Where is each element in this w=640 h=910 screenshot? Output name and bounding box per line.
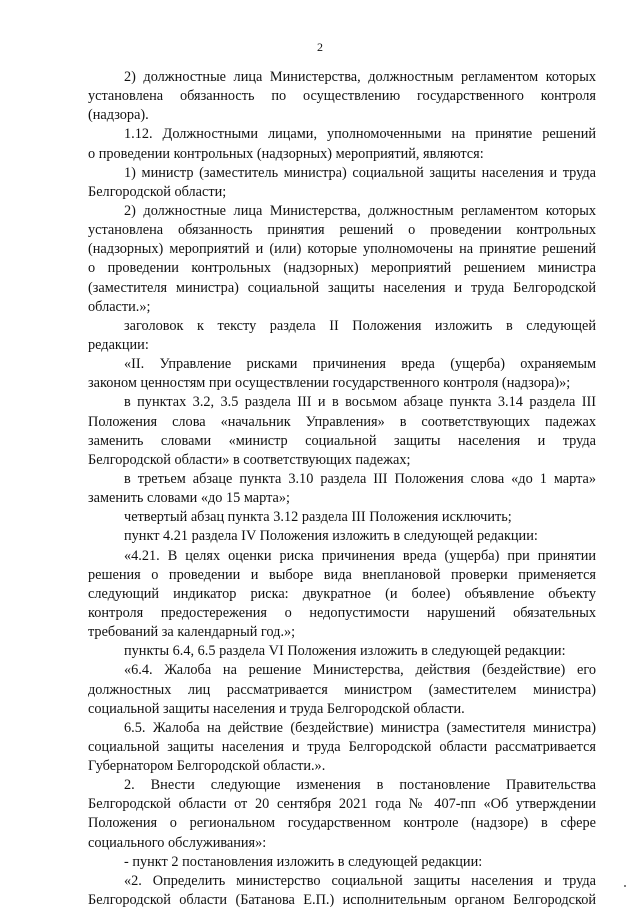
- text-line: Положения о региональном государственном контроле (надзоре) в сфере: [88, 815, 596, 832]
- text-line: о проведении контрольных (надзорных) мероприятий, являются:: [88, 145, 484, 162]
- text-line: установлена обязанность по осуществлению государственного контроля: [88, 88, 596, 105]
- text-line: «II. Управление рисками причинения вреда (ущерба) охраняемым: [124, 356, 596, 373]
- text-line: заменить словами «министр социальной защиты населения и труда: [88, 432, 596, 449]
- text-line: социальной защиты населения и труда Белгородской области.: [88, 700, 465, 717]
- text-line: - пункт 2 постановления изложить в следующей редакции:: [124, 853, 483, 870]
- text-line: (надзорных) мероприятий и (или) которые уполномочены на принятие решений: [88, 241, 596, 258]
- text-line: 6.5. Жалоба на действие (бездействие) министра (заместителя министра): [124, 719, 596, 736]
- scan-speck: [624, 885, 626, 887]
- text-line: пункт 4.21 раздела IV Положения изложить в следующей редакции:: [124, 528, 538, 545]
- page-number: 2: [317, 40, 323, 54]
- text-line: «4.21. В целях оценки риска причинения вреда (ущерба) при принятии: [124, 547, 596, 564]
- text-line: 1) министр (заместитель министра) социальной защиты населения и труда: [124, 164, 596, 181]
- text-line: установлена обязанность принятия решений о проведении контрольных: [88, 222, 596, 239]
- text-line: заголовок к тексту раздела II Положения изложить в следующей: [124, 317, 596, 334]
- text-line: Белгородской области (Батанова Е.П.) исполнительным органом Белгородской: [88, 892, 596, 909]
- text-line: 2) должностные лица Министерства, должностным регламентом которых: [124, 69, 596, 85]
- text-line: «2. Определить министерство социальной защиты населения и труда: [124, 872, 596, 889]
- text-line: Белгородской области от 20 сентября 2021 года № 407-пп «Об утверждении: [88, 796, 596, 813]
- text-line: области.»;: [88, 298, 151, 315]
- text-line: (надзора).: [88, 107, 149, 124]
- text-line: законом ценностям при осуществлении государственного контроля (надзора)»;: [88, 375, 571, 392]
- document-body: [88, 68, 596, 910]
- text-line: 2. Внести следующие изменения в постановление Правительства: [124, 777, 596, 794]
- text-line: 2) должностные лица Министерства, должностным регламентом которых: [124, 202, 596, 219]
- text-line: требований за календарный год.»;: [88, 624, 296, 641]
- text-line: заменить словами «до 15 марта»;: [88, 490, 290, 507]
- text-line: Губернатором Белгородской области.».: [88, 758, 326, 775]
- text-line: социального обслуживания»:: [88, 834, 267, 851]
- text-line: «6.4. Жалоба на решение Министерства, действия (бездействие) его: [124, 662, 596, 679]
- text-line: в пунктах 3.2, 3.5 раздела III и в восьмом абзаце пункта 3.14 раздела III: [124, 394, 596, 411]
- text-line: Положения слова «начальник Управления» в соответствующих падежах: [88, 413, 596, 430]
- text-line: четвертый абзац пункта 3.12 раздела III Положения исключить;: [124, 509, 512, 526]
- text-line: следующий индикатор риска: двукратное (и более) объявление объекту: [88, 585, 596, 602]
- text-line: 1.12. Должностными лицами, уполномоченными на принятие решений: [124, 126, 596, 143]
- text-line: Белгородской области» в соответствующих падежах;: [88, 451, 411, 468]
- text-line: (заместителя министра) социальной защиты населения и труда Белгородской: [88, 279, 596, 296]
- text-line: редакции:: [88, 336, 149, 353]
- text-line: контроля предостережения о недопустимости нарушений обязательных: [88, 604, 596, 621]
- text-line: пункты 6.4, 6.5 раздела VI Положения изложить в следующей редакции:: [124, 643, 566, 660]
- text-line: социальной защиты населения и труда Белгородской области рассматривается: [88, 738, 596, 755]
- text-line: решения о проведении и выборе вида внеплановой проверки применяется: [88, 566, 596, 583]
- text-line: о проведении контрольных (надзорных) мероприятий решением министра: [88, 260, 596, 277]
- text-line: в третьем абзаце пункта 3.10 раздела III Положения слова «до 1 марта»: [124, 470, 596, 487]
- text-line: Белгородской области;: [88, 183, 227, 200]
- text-line: должностных лиц рассматривается министром (заместителем министра): [88, 681, 596, 698]
